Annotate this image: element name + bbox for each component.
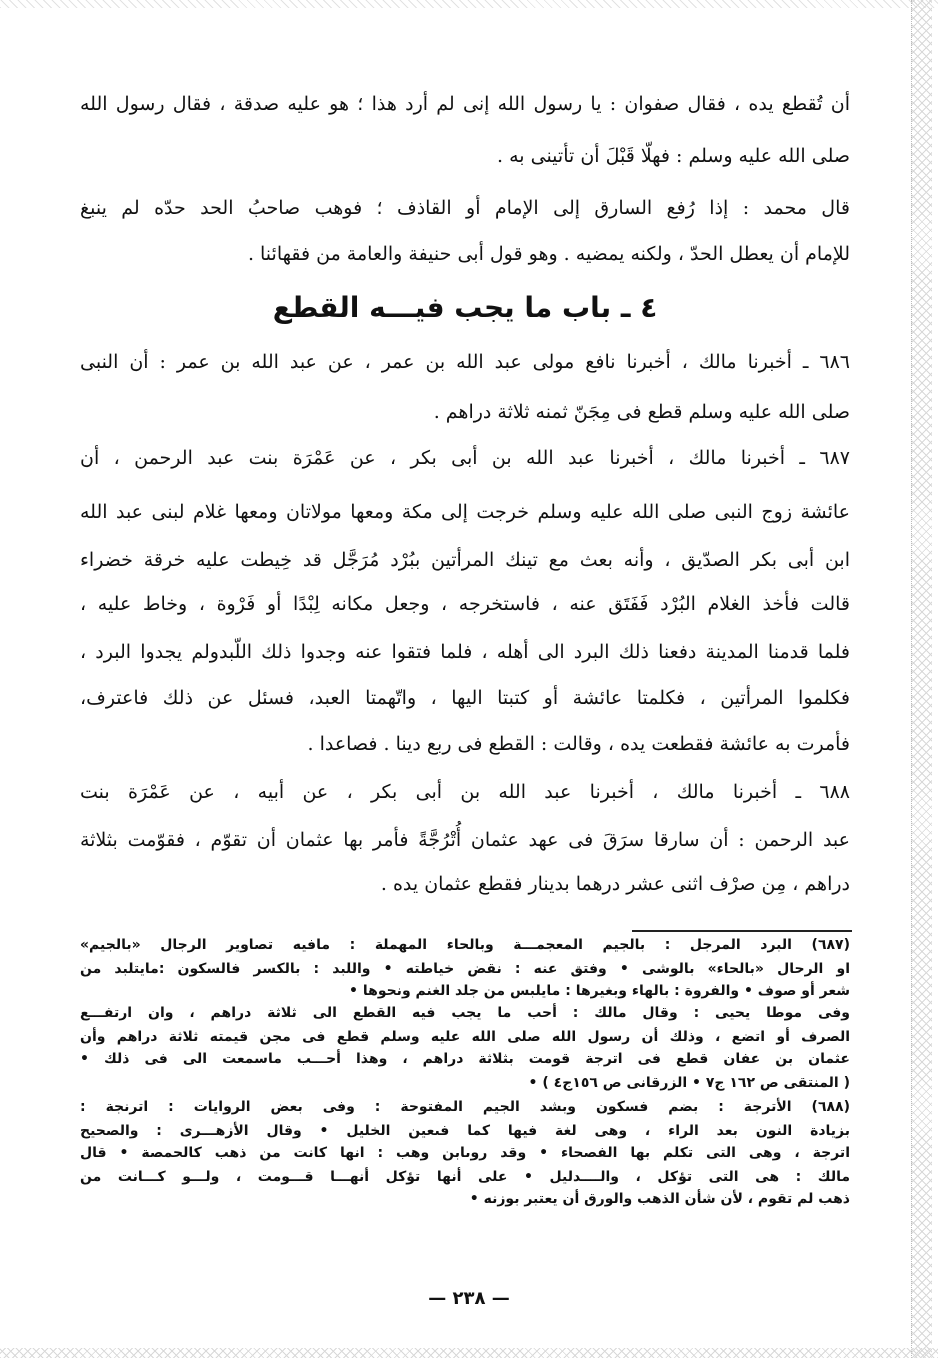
page-number: — ٢٣٨ —	[428, 1288, 510, 1309]
body2-line: عائشة زوج النبى صلى الله عليه وسلم خرجت إلى مكة ومعها مولاتان ومعها غلام لبنى عبد الله	[80, 501, 850, 523]
footnotes-line: (٦٨٧) البرد المرجل : بالجيم المعجمـــة وبالحاء المهملة : مافيه تصاوير الرجال «بالجيم»	[80, 937, 850, 953]
page-top-edge	[0, 0, 938, 8]
body1-line: للإمام أن يعطل الحدّ ، ولكنه يمضيه . وهو قول أبى حنيفة والعامة من فقهائنا .	[247, 243, 850, 265]
body2-line: ٦٨٦ ـ أخبرنا مالك ، أخبرنا نافع مولى عبد الله بن عمر ، عن عبد الله بن عمر : أن النبى	[80, 351, 850, 373]
body1-line: صلى الله عليه وسلم : فهلّا قَبْلَ أن تأتينى به .	[497, 145, 850, 167]
footnotes-line: او الرحال «بالحاء» بالوشى • وفتق عنه : نقض خياطته • واللبد : بالكسر فالسكون :مايتلبد من	[80, 961, 850, 977]
body2-line: عبد الرحمن : أن سارقا سرَقَ فى عهد عثمان أُتْرُجَّةً فأمر بها عثمان أن تقوّم ، فقوّمت بثلاثة	[80, 829, 850, 851]
footnotes-line: وفى موطا يحيى : وقال مالك : أحب ما يجب فيه القطع الى ثلاثة دراهم ، وان ارتفـــع	[80, 1005, 850, 1021]
footnotes-line: (٦٨٨) الأترجة : بضم فسكون وبشد الجيم المفتوحة : وفى بعض الروايات : اترنجة :	[80, 1099, 850, 1115]
footnote-separator	[632, 930, 852, 932]
footnotes-line: مالك : هى التى تؤكل ، والــــدليل • على أنها تؤكل أنهـــا قـــومت ، ولـــو كـــانت من	[80, 1169, 850, 1185]
body2-line: ابن أبى بكر الصدّيق ، وأنه بعث مع تينك المرأتين ببُرْد مُرَجَّل قد خِيطت عليه خرقة خضراء	[80, 549, 850, 571]
body2-line: قالت فأخذ الغلام البُرْد فَفَتَق عنه ، فاستخرجه ، وجعل مكانه لِبْدًا أو فَرْوة ، وخاط عليه ،	[80, 593, 850, 615]
body2-line: فكلموا المرأتين ، فكلمتا عائشة أو كتبتا اليها ، واتّهمتا العبد، فسئل عن ذلك فاعترف،	[80, 687, 850, 709]
page-bottom-edge-pattern	[0, 1348, 938, 1358]
footnotes-line: ذهب لم تقوم ، لأن شأن الذهب والورق أن يعتبر بوزنه •	[469, 1191, 850, 1207]
footnotes-line: اترجة ، وهى التى تكلم بها الفصحاء • وقد روىابن وهب : انها كانت من ذهب كالحمصة • قال	[80, 1145, 850, 1161]
body2-line: دراهم ، مِن صرْف اثنى عشر درهما بدينار فقطع عثمان يده .	[380, 873, 850, 895]
chapter-heading: ٤ ـ باب ما يجب فيـــه القطع	[272, 291, 658, 324]
footnotes-line: الصرف أو اتضع ، وذلك أن رسول الله صلى الله عليه وسلم قطع فى مجن قيمته ثلاثة دراهم وأن	[80, 1029, 850, 1045]
body2-line: ٦٨٧ ـ أخبرنا مالك ، أخبرنا عبد الله بن أبى بكر ، عن عَمْرَة بنت عبد الرحمن ، أن	[80, 447, 850, 469]
body2-line: فأمرت به عائشة فقطعت يده ، وقالت : القطع فى ربع دينا . فصاعدا .	[307, 733, 850, 755]
body1-line: أن تُقطع يده ، فقال صفوان : يا رسول الله إنى لم أرد هذا ؛ هو عليه صدقة ، فقال رسول الله	[80, 93, 850, 115]
body2-line: فلما قدمنا المدينة دفعنا ذلك البرد الى أهله ، فلما فتقوا عنه وجدوا ذلك اللّبدولم يجدوا البرد ،	[80, 641, 850, 663]
footnotes-line: ( المنتقى ص ١٦٢ ج٧ • الزرقانى ص ١٥٦ج٤ ) •	[528, 1075, 850, 1091]
footnotes-line: عثمان بن عفان قطع فى اترجة قومت بثلاثة دراهم ، وهذا أحـــب ماسمعت الى فى ذلك •	[80, 1051, 850, 1067]
footnotes-line: شعر أو صوف • والفروة : بالهاء وبغيرها : مايلبس من جلد الغنم ونحوها •	[349, 983, 850, 999]
body1-line: قال محمد : إذا رُفع السارق إلى الإمام أو القاذف ؛ فوهب صاحبُ الحد حدّه لم ينبغ	[80, 197, 850, 219]
body2-line: ٦٨٨ ـ أخبرنا مالك ، أخبرنا عبد الله بن أبى بكر ، عن أبيه ، عن عَمْرَة بنت	[80, 781, 850, 803]
footnotes-line: بزيادة النون بعد الراء ، وهى لغة فيها كما فىعين الخليل • وقال الأزهـــرى : والصحيح	[80, 1123, 850, 1139]
body2-line: صلى الله عليه وسلم قطع فى مِجَنّ ثمنه ثلاثة دراهم .	[433, 401, 850, 423]
page-right-edge-pattern	[911, 0, 932, 1358]
